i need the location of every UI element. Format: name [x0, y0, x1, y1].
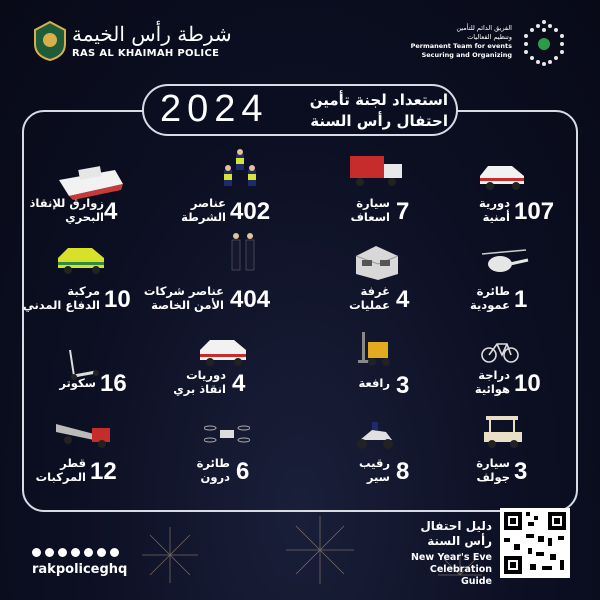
label-boats-2: البحري [65, 210, 104, 224]
count-tow-trucks: 12 [90, 458, 117, 485]
count-operations-rooms: 4 [396, 286, 410, 313]
label-rescue-patrols-1: دوريات [186, 368, 226, 382]
count-golf-carts: 3 [514, 458, 528, 485]
count-security-guards: 404 [230, 286, 271, 313]
guide-en-line-1: New Year's Eve [410, 552, 492, 563]
team-hexagon-logo-icon [520, 18, 568, 66]
label-security-guards-2: الأمن الخاصة [151, 298, 224, 312]
count-helicopter: 1 [514, 286, 528, 313]
label-traffic-motorcycles-1: رقيب [358, 456, 390, 470]
team-name-en-2: Securing and Organizing [421, 51, 512, 59]
count-bicycles: 10 [514, 370, 541, 397]
label-scooters-1: سكوتر [59, 376, 96, 390]
count-rescue-patrols: 4 [232, 370, 246, 397]
label-patrols-2: أمنية [482, 210, 510, 224]
label-security-guards-1: عناصر شركات [143, 284, 224, 298]
golf-cart-icon [480, 414, 526, 452]
x-icon[interactable] [97, 548, 106, 557]
label-tow-trucks-1: قطر [60, 456, 86, 470]
police-name-arabic: شرطة رأس الخيمة [72, 22, 232, 46]
title-line-1: استعداد لجنة تأمين [309, 91, 448, 109]
facebook-icon[interactable] [110, 548, 119, 557]
team-name-ar-1: الفريق الدائم للتأمين [456, 24, 512, 32]
label-ambulance-1: سيارة [356, 196, 390, 210]
label-rescue-patrols-2: انقاذ بري [173, 382, 226, 396]
count-drones: 6 [236, 458, 250, 485]
label-bicycles-2: هوائية [474, 382, 510, 396]
snapchat-icon[interactable] [32, 548, 41, 557]
count-boats: 4 [104, 198, 118, 225]
label-police-1: عناصر [190, 196, 226, 210]
label-police-2: الشرطة [181, 210, 226, 224]
police-name-english: RAS AL KHAIMAH POLICE [72, 48, 220, 59]
label-patrols-1: دورية [479, 196, 510, 210]
count-traffic-motorcycles: 8 [396, 458, 410, 485]
count-ambulance: 7 [396, 198, 410, 225]
label-golf-carts-2: جولف [476, 470, 510, 484]
team-name-en-1: Permanent Team for events [410, 42, 512, 50]
guide-title-arabic [404, 519, 492, 549]
social-media-icons [32, 548, 119, 557]
guide-title-english [396, 552, 492, 588]
instagram-icon[interactable] [45, 548, 54, 557]
qr-code-icon[interactable] [500, 508, 570, 578]
label-golf-carts-1: سيارة [476, 456, 510, 470]
team-name [400, 24, 512, 60]
helicopter-icon [478, 248, 530, 280]
rescue-patrol-icon [198, 336, 248, 368]
count-scooters: 16 [100, 370, 127, 397]
title-line-2: احتفال رأس السنة [310, 112, 448, 130]
operations-room-icon [352, 244, 402, 282]
label-helicopter-1: طائرة [476, 284, 510, 298]
tow-truck-icon [54, 414, 114, 452]
label-operations-rooms-2: عمليات [349, 298, 390, 312]
security-guards-icon [228, 230, 258, 274]
label-traffic-motorcycles-2: سير [366, 470, 390, 484]
label-forklifts-1: رافعة [358, 376, 390, 390]
label-civil-defense-1: مركبة [67, 284, 100, 298]
guide-en-line-2: Celebration Guide [429, 564, 492, 587]
guide-ar-line-1: دليل احتفال [420, 519, 492, 533]
police-officers-icon [218, 148, 262, 198]
label-bicycles-1: دراجة [478, 368, 510, 382]
ambulance-icon [348, 150, 406, 194]
patrol-car-icon [478, 158, 526, 194]
label-drones-2: درون [200, 470, 230, 484]
civil-defense-vehicle-icon [56, 242, 106, 278]
count-police: 402 [230, 198, 271, 225]
count-civil-defense: 10 [104, 286, 131, 313]
bicycle-icon [480, 336, 520, 364]
forklift-icon [358, 330, 398, 368]
drone-icon [204, 422, 250, 446]
label-boats-1: زوارق للإنقاذ [29, 196, 104, 210]
label-helicopter-2: عمودية [470, 298, 510, 312]
label-ambulance-2: اسعاف [350, 210, 390, 224]
linkedin-icon[interactable] [71, 548, 80, 557]
label-drones-1: طائرة [196, 456, 230, 470]
label-operations-rooms-1: غرفة [360, 284, 390, 298]
team-name-ar-2: وتنظيم الفعاليات [467, 33, 512, 41]
label-tow-trucks-2: المركبات [35, 470, 86, 484]
youtube-icon[interactable] [84, 548, 93, 557]
count-patrols: 107 [514, 198, 555, 225]
police-emblem-icon [32, 20, 68, 62]
social-handle[interactable]: rakpoliceghq [32, 562, 128, 577]
label-civil-defense-2: الدفاع المدني [22, 298, 100, 312]
count-forklifts: 3 [396, 372, 410, 399]
traffic-motorcycle-icon [352, 420, 398, 452]
guide-ar-line-2: رأس السنة [427, 534, 492, 548]
tiktok-icon[interactable] [58, 548, 67, 557]
title-year: 2024 [160, 88, 269, 130]
